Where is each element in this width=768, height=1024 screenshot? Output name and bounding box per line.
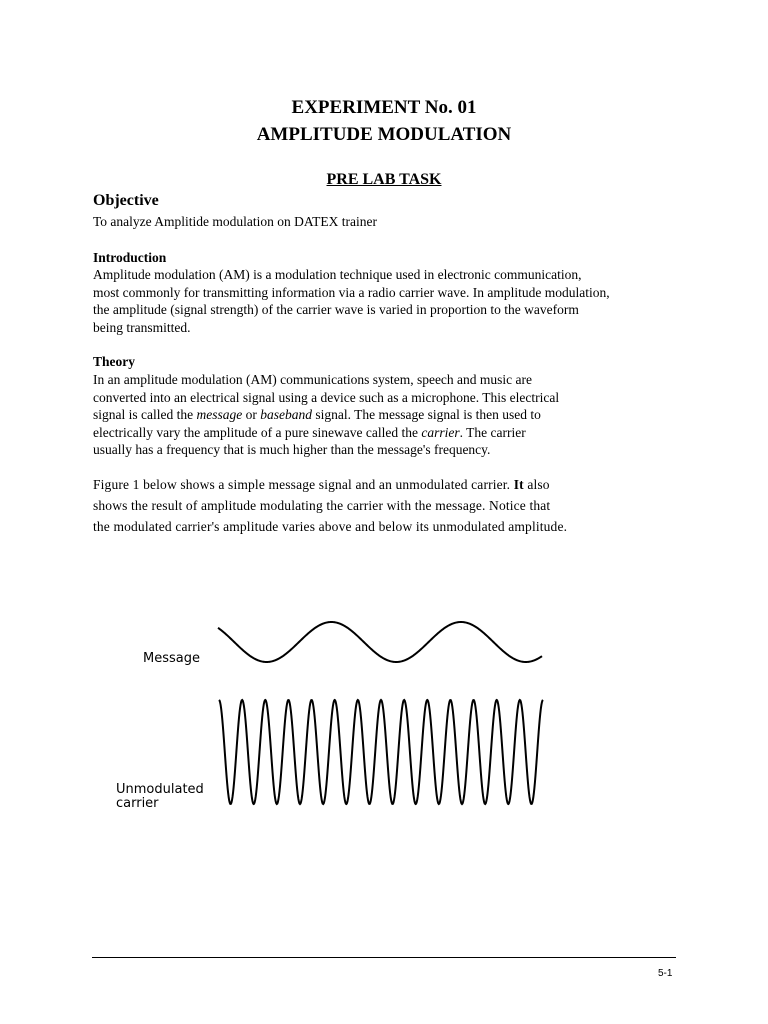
objective-text: To analyze Amplitide modulation on DATEX trainer: [93, 214, 377, 229]
figure-description-line: the modulated carrier's amplitude varies above and below its unmodulated amplitude.: [93, 519, 568, 534]
modulation-figure: [0, 600, 768, 840]
carrier-label: carrier: [116, 796, 159, 811]
introduction-heading: Introduction: [93, 250, 167, 265]
figure-description-line: shows the result of amplitude modulating the carrier with the message. Notice that: [93, 498, 551, 513]
theory-text: . The carrier: [459, 424, 526, 440]
carrier-waveform: [219, 700, 543, 804]
baseband-term: baseband: [260, 407, 312, 423]
theory-line: converted into an electrical signal using a device such as a microphone. This electrical: [93, 389, 560, 405]
introduction-line: being transmitted.: [93, 319, 191, 335]
figure-text: also: [523, 477, 550, 492]
theory-line: [93, 406, 693, 424]
pre-lab-task-heading: PRE LAB TASK: [326, 171, 442, 188]
figure-text-bold: It: [513, 477, 524, 492]
introduction-line: Amplitude modulation (AM) is a modulation technique used in electronic communication,: [93, 267, 582, 282]
carrier-label: Unmodulated: [116, 782, 204, 797]
introduction-paragraph: [93, 266, 693, 336]
experiment-number: EXPERIMENT No. 01: [291, 97, 477, 118]
figure-description: [93, 474, 693, 537]
figure-text: Figure 1 below shows a simple message signal and an unmodulated carrier.: [93, 477, 514, 492]
introduction-line: the amplitude (signal strength) of the carrier wave is varied in proportion to the waveform: [93, 302, 579, 318]
page-number: 5-1: [658, 968, 673, 979]
message-label: Message: [143, 651, 200, 666]
theory-line: [93, 424, 693, 442]
theory-line: usually has a frequency that is much higher than the message's frequency.: [93, 442, 491, 458]
figure-description-line: [93, 474, 693, 495]
theory-heading: Theory: [93, 354, 135, 369]
message-term: message: [196, 407, 243, 423]
footer-rule: [92, 957, 676, 958]
experiment-title: AMPLITUDE MODULATION: [256, 124, 512, 145]
message-waveform: [218, 622, 542, 662]
introduction-line: most commonly for transmitting information via a radio carrier wave. In amplitude modulation,: [93, 284, 610, 300]
theory-text: signal is called the: [93, 407, 197, 423]
theory-text: or: [242, 407, 261, 423]
theory-text: signal. The message signal is then used to: [311, 407, 541, 423]
theory-paragraph: [93, 371, 693, 459]
theory-text: electrically vary the amplitude of a pure sinewave called the: [93, 424, 422, 440]
theory-line: In an amplitude modulation (AM) communications system, speech and music are: [93, 372, 533, 387]
objective-heading: Objective: [93, 192, 159, 209]
carrier-term: carrier: [421, 424, 460, 440]
